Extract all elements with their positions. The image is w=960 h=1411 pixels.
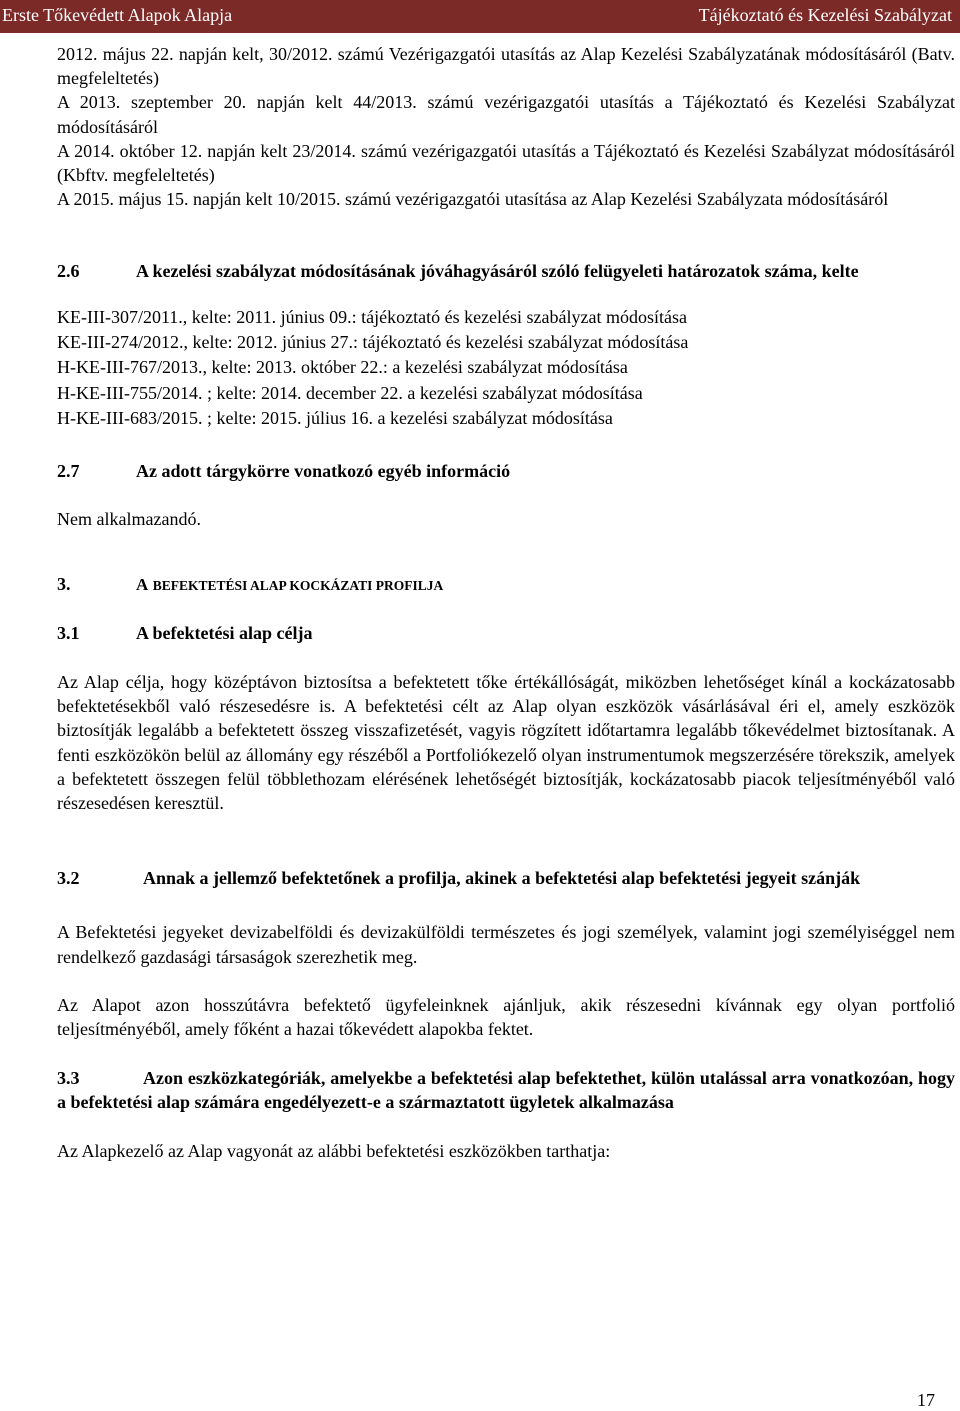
document-header (0, 0, 960, 33)
section-3-2-heading (57, 866, 955, 890)
amendment-history (57, 42, 955, 211)
page-content (57, 34, 955, 1163)
resolution-item: KE-III-274/2012., kelte: 2012. június 27.: tájékoztató és kezelési szabályzat módosítása (57, 331, 689, 352)
section-3-3-body: Az Alapkezelő az Alap vagyonát az alábbi befektetési eszközökben tarthatja: (57, 1140, 611, 1161)
resolution-item: H-KE-III-755/2014. ; kelte: 2014. december 22. a kezelési szabályzat módosítása (57, 382, 643, 403)
history-entry: A 2014. október 12. napján kelt 23/2014. számú vezérigazgatói utasítás a Tájékoztató és Kezelési Szabályzat módosításáról (Kbftv. megfeleltetés) (57, 140, 955, 186)
section-3-1-heading (57, 621, 955, 645)
section-3-heading (57, 572, 955, 598)
section-title: A kezelési szabályzat módosításának jóváhagyásáról szóló felügyeleti határozatok száma, kelte (136, 261, 859, 282)
section-2-6-heading (57, 259, 955, 283)
section-number: 3. (57, 573, 71, 594)
section-2-7-body: Nem alkalmazandó. (57, 509, 201, 530)
section-title: A befektetési alap célja (136, 622, 313, 643)
resolution-item: H-KE-III-683/2015. ; kelte: 2015. július 16. a kezelési szabályzat módosítása (57, 407, 613, 428)
section-number: 2.6 (57, 261, 80, 282)
section-3-2-body: Az Alapot azon hosszútávra befektető ügyfeleinknek ajánljuk, akik részesedni kívánnak egy olyan portfolió teljesítményéből, amely főként a hazai tőkevédett alapokba fektet. (57, 994, 955, 1039)
history-entry: A 2015. május 15. napján kelt 10/2015. számú vezérigazgatói utasítása az Alap Kezelési Szabályzata módosításáról (57, 189, 889, 210)
section-title: Annak a jellemző befektetőnek a profilja, akinek a befektetési alap befektetési jegyeit szánják (143, 868, 861, 889)
section-3-1-body: Az Alap célja, hogy középtávon biztosítsa a befektetett tőke értékállóságát, miközben lehetőséget kínál a kockázatosabb befektetésekből való részesedésre is. A befektetési célt az Alap olyan eszközök vásárlásával éri el, amely eszközök biztosítják legalább a befektetett összeg visszafizetését, vagyis rögzített időtartamra legalább tőkevédelmet biztosítanak. A fenti eszközökön belül az állomány egy részéből a Portfoliókezelő olyan instrumentumok megszerzésére törekszik, amelyek a befektetett összegen felül többlethozam elérésének lehetőségét biztosítják, kockázatosabb piacok teljesítményéből való részesedésen keresztül. (57, 671, 955, 813)
history-entry: A 2013. szeptember 20. napján kelt 44/2013. számú vezérigazgatói utasítás a Tájékoztató és Kezelési Szabályzat módosításáról (57, 92, 955, 137)
section-number: 3.1 (57, 622, 80, 643)
section-title: Azon eszközkategóriák, amelyekbe a befektetési alap befektethet, külön utalással arra vonatkozóan, hogy a befektetési alap számára engedélyezett-e a származtatott ügyletek alkalmazása (57, 1068, 955, 1113)
header-document-title: Tájékoztató és Kezelési Szabályzat (698, 5, 952, 25)
resolution-item: H-KE-III-767/2013., kelte: 2013. október 22.: a kezelési szabályzat módosítása (57, 357, 628, 378)
page-number: 17 (917, 1390, 935, 1410)
section-number: 3.2 (57, 868, 80, 889)
section-title: Az adott tárgykörre vonatkozó egyéb információ (136, 461, 511, 482)
history-entry: 2012. május 22. napján kelt, 30/2012. számú Vezérigazgatói utasítás az Alap Kezelési Szabályzatának módosításáról (Batv. megfeleltetés) (57, 44, 955, 89)
resolution-list (57, 305, 955, 431)
section-3-3-heading (57, 1066, 955, 1114)
resolution-item: KE-III-307/2011., kelte: 2011. június 09.: tájékoztató és kezelési szabályzat módosítása (57, 306, 687, 327)
header-fund-name: Erste Tőkevédett Alapok Alapja (2, 5, 233, 25)
section-number: 2.7 (57, 461, 80, 482)
section-title-initial: A (136, 574, 149, 594)
section-3-2-body: A Befektetési jegyeket devizabelföldi és devizakülföldi természetes és jogi személyek, valamint jogi személyiséggel nem rendelkező gazdasági társaságok szerezhetik meg. (57, 922, 955, 967)
section-2-7-heading (57, 459, 955, 483)
section-number: 3.3 (57, 1068, 80, 1089)
section-title: BEFEKTETÉSI ALAP KOCKÁZATI PROFILJA (152, 577, 444, 593)
